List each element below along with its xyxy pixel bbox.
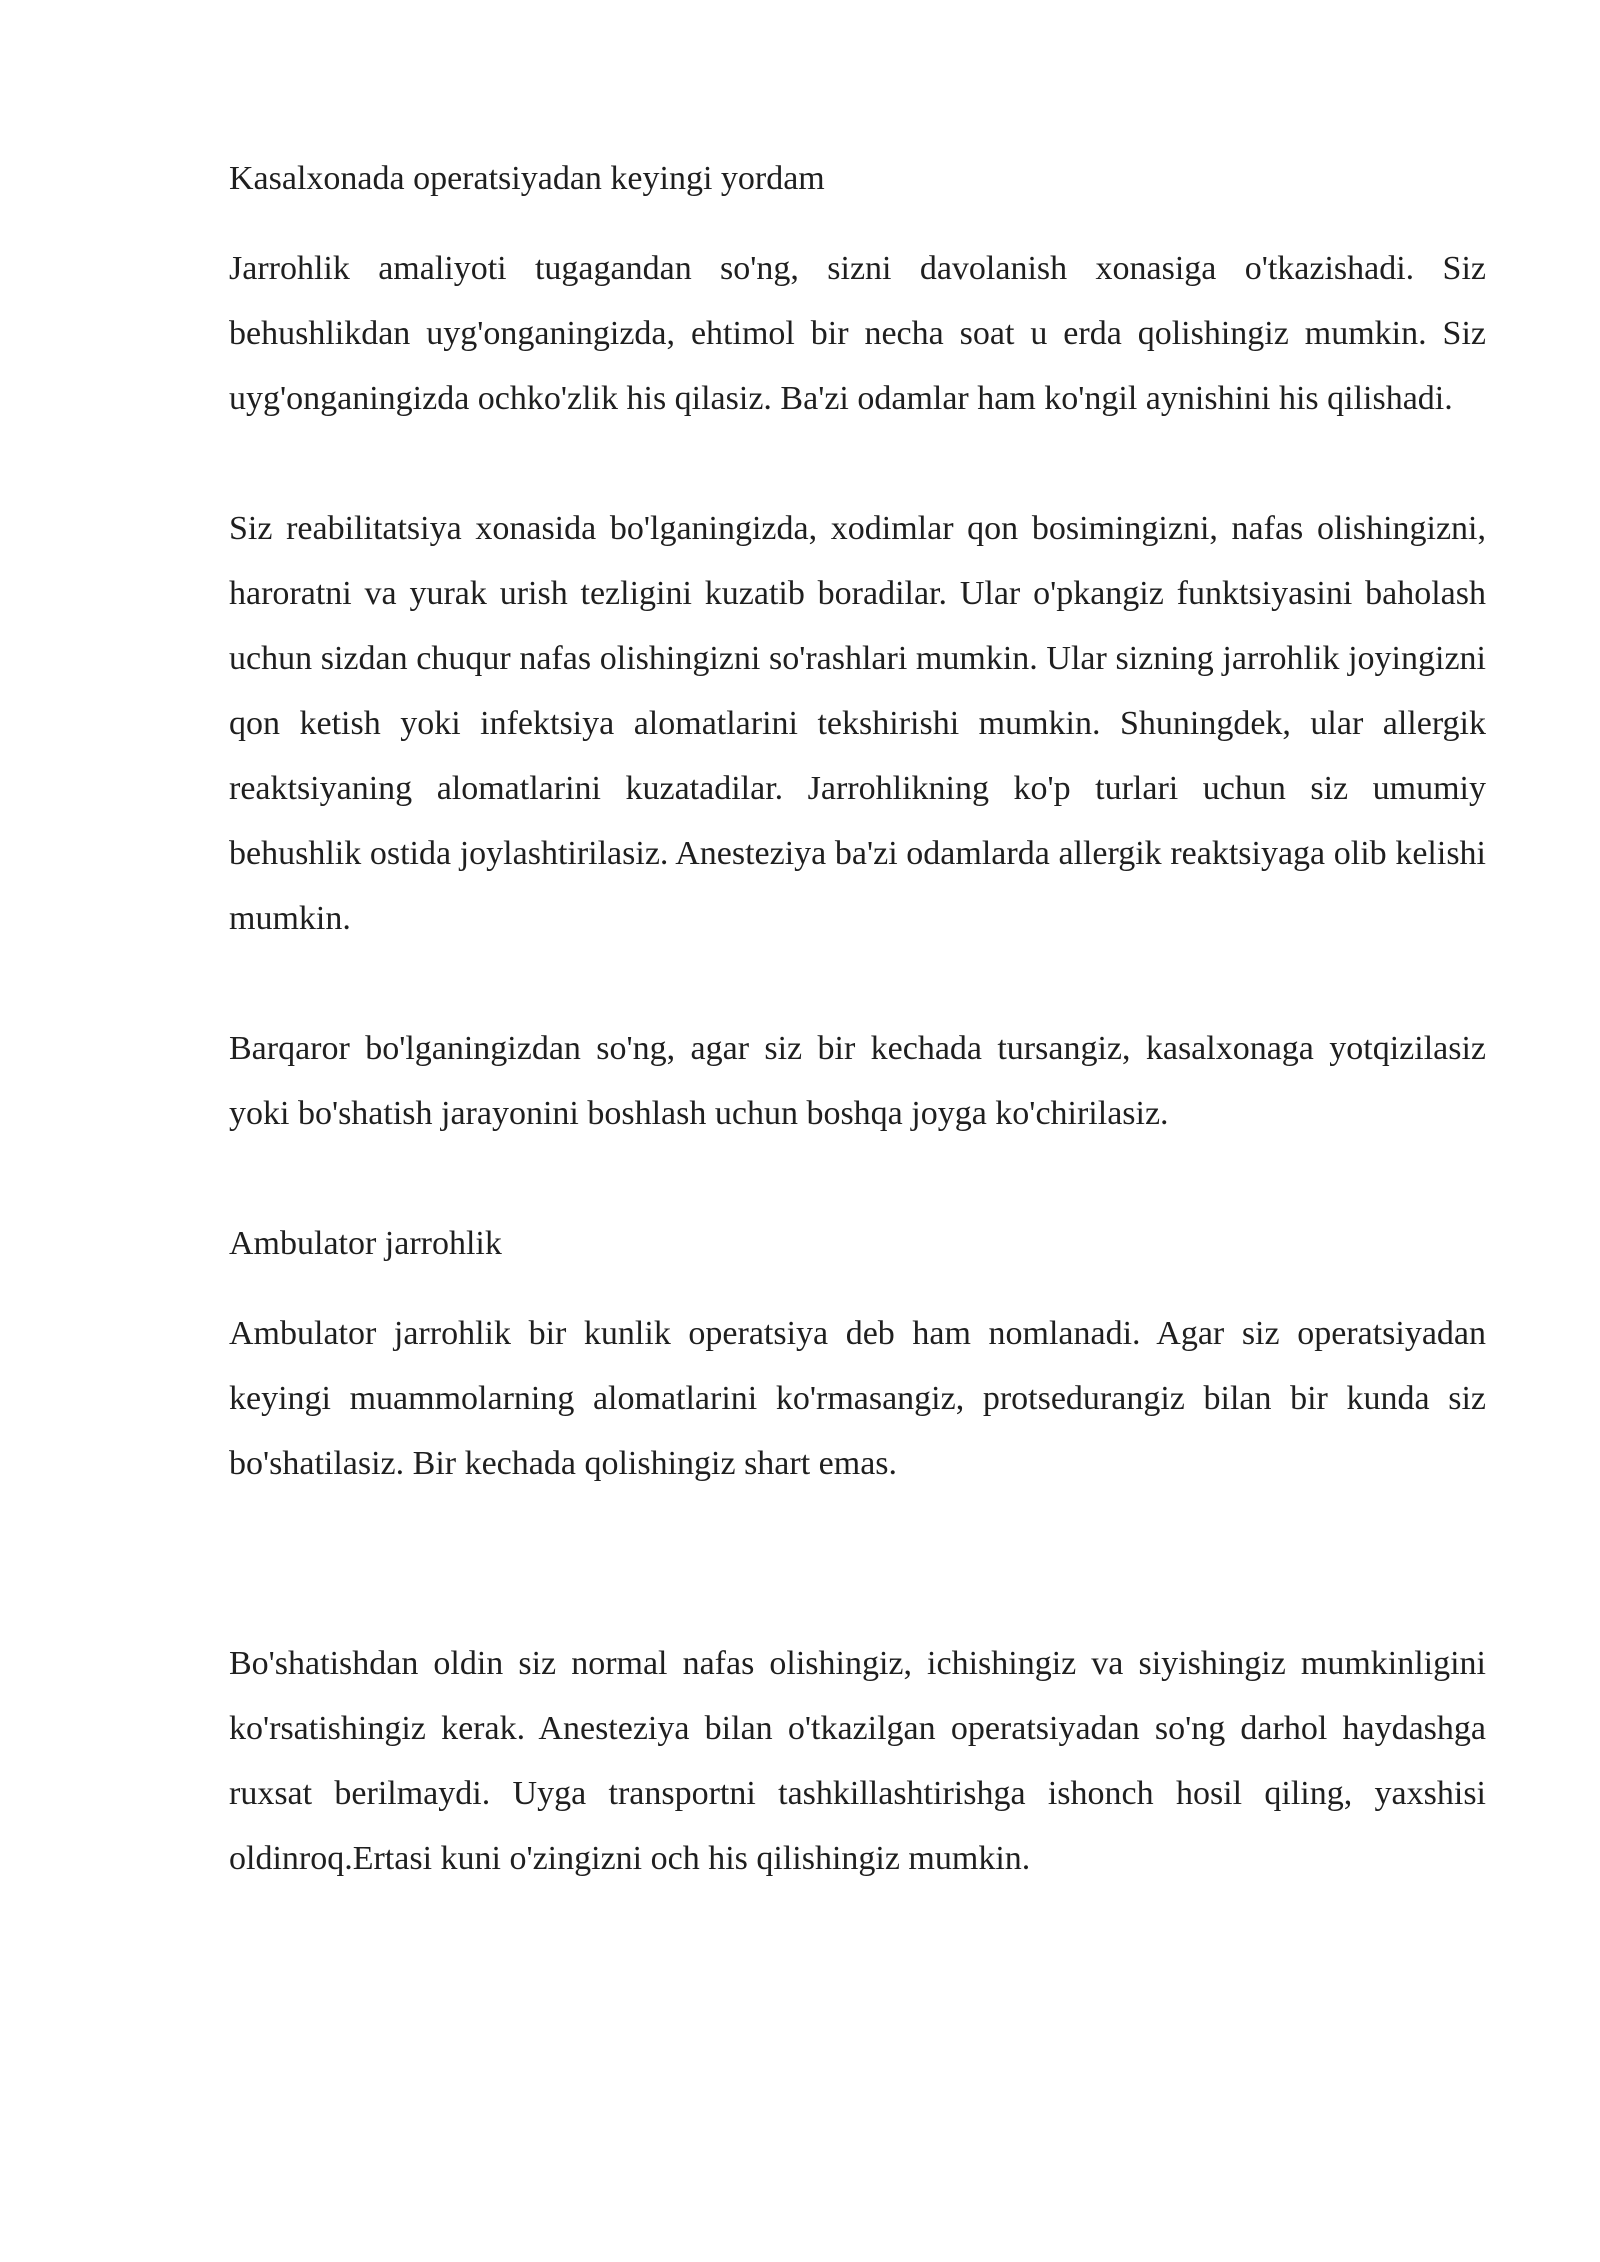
paragraph-recovery-room-transfer: Jarrohlik amaliyoti tugagandan so'ng, sizni davolanish xonasiga o'tkazishadi. Siz behushlikdan uyg'onganingizda, ehtimol bir necha soat u erda qolishingiz mumkin. Siz uyg'onganingizda ochko'zlik his qilasiz. Ba'zi odamlar ham ko'ngil aynishini his qilishadi. — [229, 250, 1486, 417]
section-heading-outpatient-surgery: Ambulator jarrohlik — [229, 1225, 502, 1262]
paragraph-outpatient-definition: Ambulator jarrohlik bir kunlik operatsiya deb ham nomlanadi. Agar siz operatsiyadan keyingi muammolarning alomatlarini ko'rmasangiz, protsedurangiz bilan bir kunda siz bo'shatilasiz. Bir kechada qolishingiz shart emas. — [229, 1315, 1486, 1482]
paragraph-stable-transfer: Barqaror bo'lganingizdan so'ng, agar siz bir kechada tursangiz, kasalxonaga yotqizilasiz yoki bo'shatish jarayonini boshlash uchun boshqa joyga ko'chirilasiz. — [229, 1030, 1486, 1132]
section-heading-postop-care: Kasalxonada operatsiyadan keyingi yordam — [229, 160, 825, 197]
document-page — [229, 146, 1486, 1891]
paragraph-discharge-requirements: Bo'shatishdan oldin siz normal nafas olishingiz, ichishingiz va siyishingiz mumkinligini ko'rsatishingiz kerak. Anesteziya bilan o'tkazilgan operatsiyadan so'ng darhol haydashga ruxsat berilmaydi. Uyga transportni tashkillashtirishga ishonch hosil qiling, yaxshisi oldinroq.Ertasi kuni o'zingizni och his qilishingiz mumkin. — [229, 1645, 1486, 1877]
paragraph-monitoring: Siz reabilitatsiya xonasida bo'lganingizda, xodimlar qon bosimingizni, nafas olishingizni, haroratni va yurak urish tezligini kuzatib boradilar. Ular o'pkangiz funktsiyasini baholash uchun sizdan chuqur nafas olishingizni so'rashlari mumkin. Ular sizning jarrohlik joyingizni qon ketish yoki infektsiya alomatlarini tekshirishi mumkin. Shuningdek, ular allergik reaktsiyaning alomatlarini kuzatadilar. Jarrohlikning ko'p turlari uchun siz umumiy behushlik ostida joylashtirilasiz. Anesteziya ba'zi odamlarda allergik reaktsiyaga olib kelishi mumkin. — [229, 510, 1486, 937]
